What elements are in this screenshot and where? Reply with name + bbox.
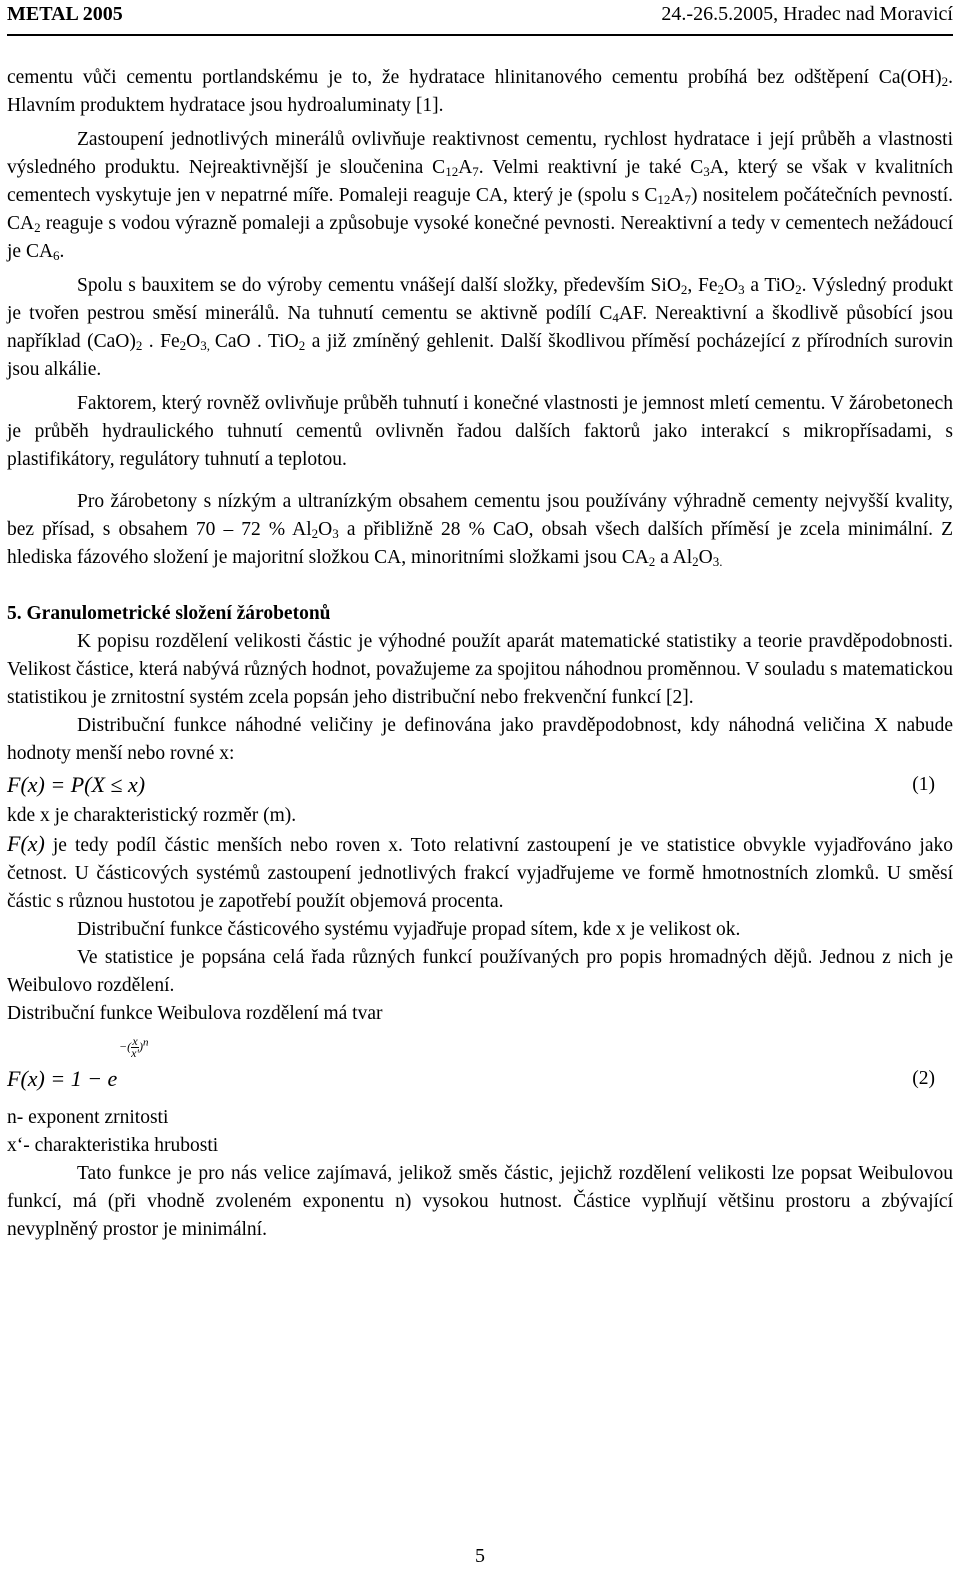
paragraph-3: Spolu s bauxitem se do výroby cementu vnášejí další složky, především SiO$_2$, $Fe_2O_3$ a TiO$_2$. Výsledný produkt je tvořen pestrou směsí minerálů. Na tuhnutí cementu se aktivně podílí $C_4AF$. Nereaktivní a škodlivě působící jsou například $(CaO)_2$ . $Fe_2O_{3,}$ CaO . TiO$_2$ a již zmíněný gehlenit. Další škodlivou příměsí pocházející z přírodních surovin jsou alkálie. xyxy=(7,275,954,380)
paragraph-10: Distribuční funkce částicového systému vyjadřuje propad sítem, kde x je velikost ok. xyxy=(77,919,741,940)
page-number: 5 xyxy=(475,1545,485,1567)
equation-1 xyxy=(7,768,953,802)
paragraph-7: Distribuční funkce náhodné veličiny je definována jako pravděpodobnost, kdy náhodná veličina X nabude hodnoty menší nebo rovné x: xyxy=(7,715,953,764)
section-heading: 5. Granulometrické složení žárobetonů xyxy=(7,603,331,624)
conference-name: METAL 2005 xyxy=(7,3,123,25)
page-content xyxy=(7,64,953,1244)
equation-2-base: F(x) = 1 − e xyxy=(7,1066,118,1091)
fx-symbol: F(x) xyxy=(7,831,45,856)
paragraph-6: K popisu rozdělení velikosti částic je výhodné použít aparát matematické statistiky a teorie pravděpodobnosti. Velikost částice, která nabývá různých hodnot, považujeme za spojitou náhodnou proměnnou. V souladu s matematickou statistikou je zrnitostní systém zcela popsán jeho distribuční nebo frekvenční funkcí [2]. xyxy=(7,631,953,708)
paragraph-2: Zastoupení jednotlivých minerálů ovlivňuje reaktivnost cementu, rychlost hydratace i její průběh a vlastnosti výsledného produktu. Nejreaktivnější je sloučenina $C_{12}A_7$. Velmi reaktivní je také $C_3A$, který se však v kvalitních cementech vyskytuje jen v nepatrné míře. Pomaleji reaguje CA, který je (spolu s $C_{12}A_7$) nositelem počátečních pevností. $CA_2$ reaguje s vodou výrazně pomaleji a způsobuje vysoké konečné pevnosti. Nereaktivní a tedy v cementech nežádoucí je $CA_6$. xyxy=(7,129,954,263)
equation-2 xyxy=(7,1034,953,1104)
equation-1-formula: F(x) = P(X ≤ x) xyxy=(7,772,146,797)
paragraph-1: cementu vůči cementu portlandskému je to, že hydratace hlinitanového cementu probíhá bez odštěpení $Ca(OH)_2$. Hlavním produktem hydratace jsou hydroaluminaty [1]. xyxy=(7,67,953,116)
conference-date-place: 24.-26.5.2005, Hradec nad Moravicí xyxy=(661,3,953,25)
definition-x: x‘- charakteristika hrubosti xyxy=(7,1135,219,1156)
paragraph-8: kde x je charakteristický rozměr (m). xyxy=(7,805,297,826)
definition-n: n- exponent zrnitosti xyxy=(7,1107,169,1128)
equation-1-number: (1) xyxy=(912,774,935,795)
paragraph-11: Ve statistice je popsána celá řada různých funkcí používaných pro popis hromadných dějů. Jednou z nich je Weibulovo rozdělení. xyxy=(7,947,953,996)
page-header xyxy=(7,0,953,36)
paragraph-4: Faktorem, který rovněž ovlivňuje průběh tuhnutí i konečné vlastnosti je jemnost mletí cementu. V žárobetonech je průběh hydraulického tuhnutí cementů ovlivněn řadou dalších faktorů jako interakcí s mikropřísadami, s plastifikátory, regulátory tuhnutí a teplotou. xyxy=(7,393,953,470)
paragraph-13: Tato funkce je pro nás velice zajímavá, jelikož směs částic, jejichž rozdělení velikosti lze popsat Weibulovou funkcí, má (při vhodně zvoleném exponentu n) vysokou hutnost. Částice vyplňují většinu prostoru a zbývající nevyplněný prostor je minimální. xyxy=(7,1163,953,1240)
equation-2-exponent: −( $\frac{x}{x'}$ )$^n$ xyxy=(119,1034,149,1060)
equation-2-number: (2) xyxy=(912,1068,935,1089)
paragraph-5: Pro žárobetony s nízkým a ultranízkým obsahem cementu jsou používány výhradně cementy nejvyšší kvality, bez přísad, s obsahem 70 – 72 % $Al_2O_3$ a přibližně 28 % CaO, obsah všech dalších příměsí je zcela minimální. Z hlediska fázového složení je majoritní složkou CA, minoritními složkami jsou $CA_2$ a $Al_2O_{3.}$ xyxy=(7,491,953,569)
paragraph-9: F(x) je tedy podíl částic menších nebo roven x. Toto relativní zastoupení je ve statistice obvykle vyjadřováno jako četnost. U částicových systémů zastoupení jednotlivých frakcí vyjadřujeme ve formě hmotnostních zlomků. U směsí částic s různou hustotou je zapotřebí použít objemová procenta. xyxy=(7,831,953,912)
paragraph-12: Distribuční funkce Weibulova rozdělení má tvar xyxy=(7,1003,383,1024)
